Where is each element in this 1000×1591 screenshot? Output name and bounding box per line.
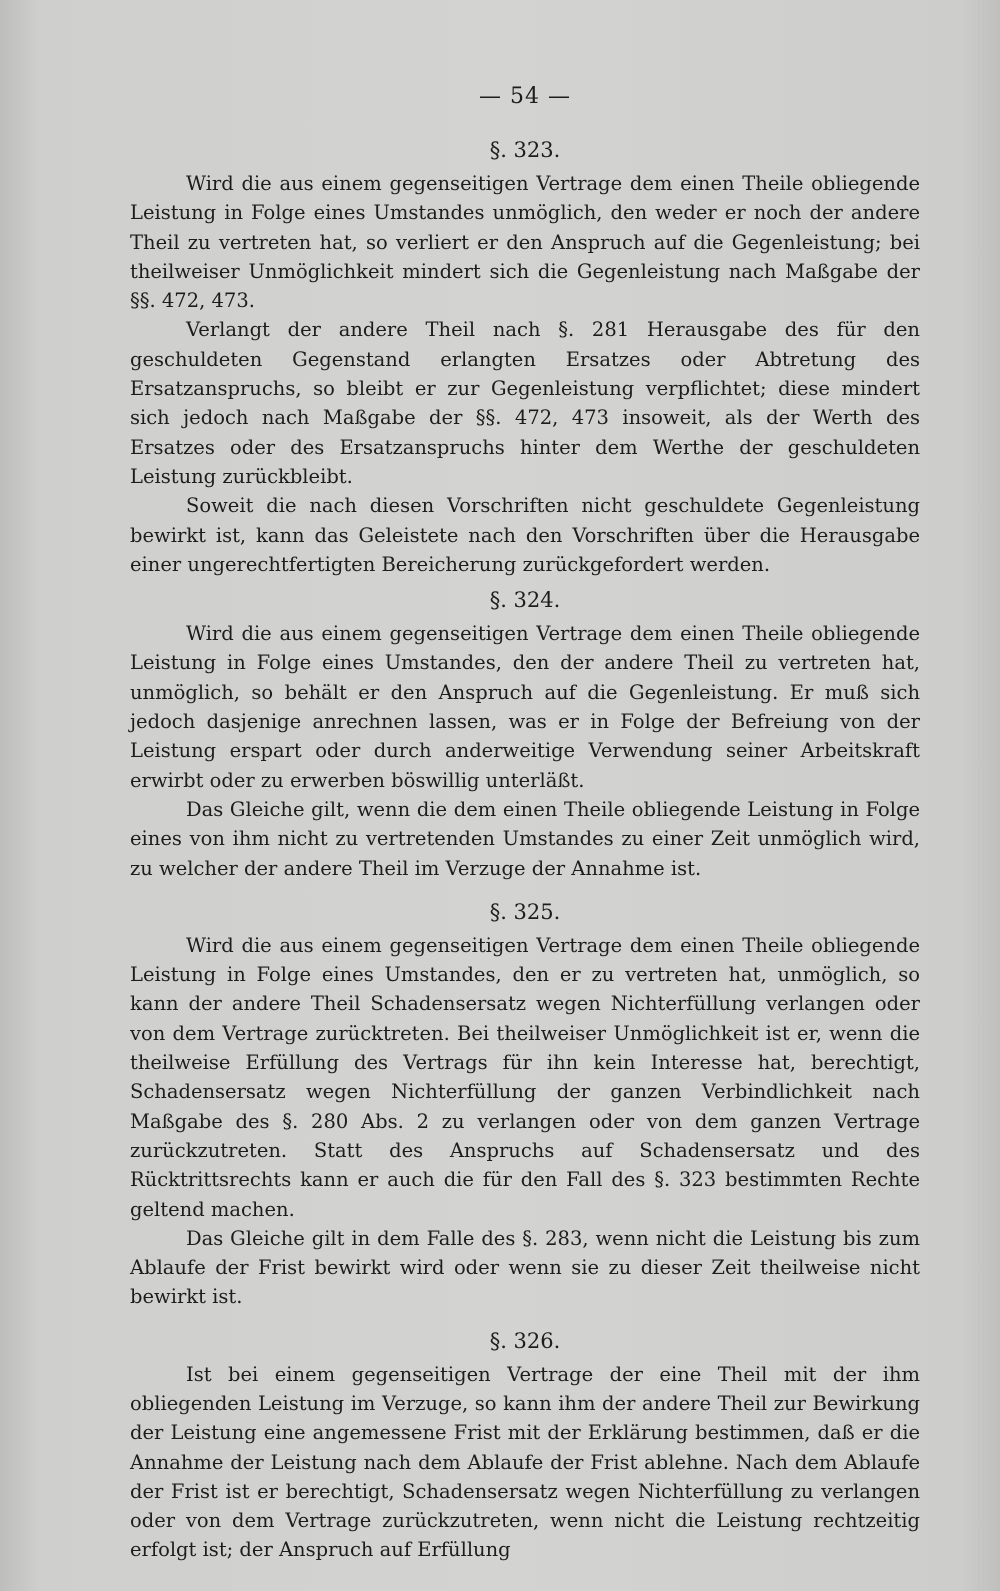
paragraph: Wird die aus einem gegenseitigen Vertrage dem einen Theile obliegende Leistung in Folge eines Umstandes, den der andere Theil zu vertreten hat, unmöglich, so behält er den Anspruch auf die Gegenleistung. Er muß sich jedoch dasjenige anrechnen lassen, was er in Folge der Befreiung von der Leistung erspart oder durch anderweitige Verwendung seiner Arbeitskraft erwirbt oder zu erwerben böswillig unterläßt. bbox=[130, 622, 920, 792]
section-324 bbox=[130, 585, 920, 883]
section-326 bbox=[130, 1326, 920, 1565]
section-heading: §. 324. bbox=[489, 588, 561, 613]
section-heading: §. 323. bbox=[489, 138, 561, 162]
page-number: — 54 — bbox=[479, 84, 571, 109]
paragraph: Das Gleiche gilt, wenn die dem einen Theile obliegende Leistung in Folge eines von ihm nicht zu vertretenden Umstandes zu einer Zeit unmöglich wird, zu welcher der andere Theil im Verzuge der Annahme ist. bbox=[130, 797, 920, 880]
section-325 bbox=[130, 897, 920, 1312]
section-heading: §. 325. bbox=[489, 899, 561, 924]
paragraph: Ist bei einem gegenseitigen Vertrage der eine Theil mit der ihm obliegenden Leistung im Verzuge, so kann ihm der andere Theil zur Bewirkung der Leistung eine angemessene Frist mit der Erklärung bestimmen, daß er die Annahme der Leistung nach dem Ablaufe der Frist ablehne. Nach dem Ablaufe der Frist ist er berechtigt, Schadensersatz wegen Nichterfüllung zu verlangen oder von dem Vertrage zurückzutreten, wenn nicht die Leistung rechtzeitig erfolgt ist; der Anspruch auf Erfüllung bbox=[130, 1362, 920, 1562]
paragraph: Verlangt der andere Theil nach §. 281 Herausgabe des für den geschuldeten Gegenstand erlangten Ersatzes oder Abtretung des Ersatzanspruchs, so bleibt er zur Gegenleistung verpflichtet; diese mindert sich jedoch nach Maßgabe der §§. 472, 473 insoweit, als der Werth des Ersatzes oder des Ersatzanspruchs hinter dem Werthe der geschuldeten Leistung zurückbleibt. bbox=[130, 318, 920, 488]
section-heading: §. 326. bbox=[489, 1328, 561, 1353]
paragraph: Das Gleiche gilt in dem Falle des §. 283, wenn nicht die Leistung bis zum Ablaufe der Frist bewirkt wird oder wenn sie zu dieser Zeit theilweise nicht bewirkt ist. bbox=[130, 1226, 920, 1309]
paragraph: Wird die aus einem gegenseitigen Vertrage dem einen Theile obliegende Leistung in Folge eines Umstandes unmöglich, den weder er noch der andere Theil zu vertreten hat, so verliert er den Anspruch auf die Gegenleistung; bei theilweiser Unmöglichkeit mindert sich die Gegenleistung nach Maßgabe der §§. 472, 473. bbox=[130, 172, 920, 313]
section-323 bbox=[130, 135, 920, 579]
paragraph: Wird die aus einem gegenseitigen Vertrage dem einen Theile obliegende Leistung in Folge eines Umstandes, den er zu vertreten hat, unmöglich, so kann der andere Theil Schadensersatz wegen Nichterfüllung verlangen oder von dem Vertrage zurücktreten. Bei theilweiser Unmöglichkeit ist er, wenn die theilweise Erfüllung des Vertrags für ihn kein Interesse hat, berechtigt, Schadensersatz wegen Nichterfüllung der ganzen Verbindlichkeit nach Maßgabe des §. 280 Abs. 2 zu verlangen oder von dem ganzen Vertrage zurückzutreten. Statt des Anspruchs auf Schadensersatz und des Rücktrittsrechts kann er auch die für den Fall des §. 323 bestimmten Rechte geltend machen. bbox=[130, 933, 920, 1221]
paragraph: Soweit die nach diesen Vorschriften nicht geschuldete Gegenleistung bewirkt ist, kann das Geleistete nach den Vorschriften über die Herausgabe einer ungerechtfertigten Bereicherung zurückgefordert werden. bbox=[130, 494, 920, 576]
